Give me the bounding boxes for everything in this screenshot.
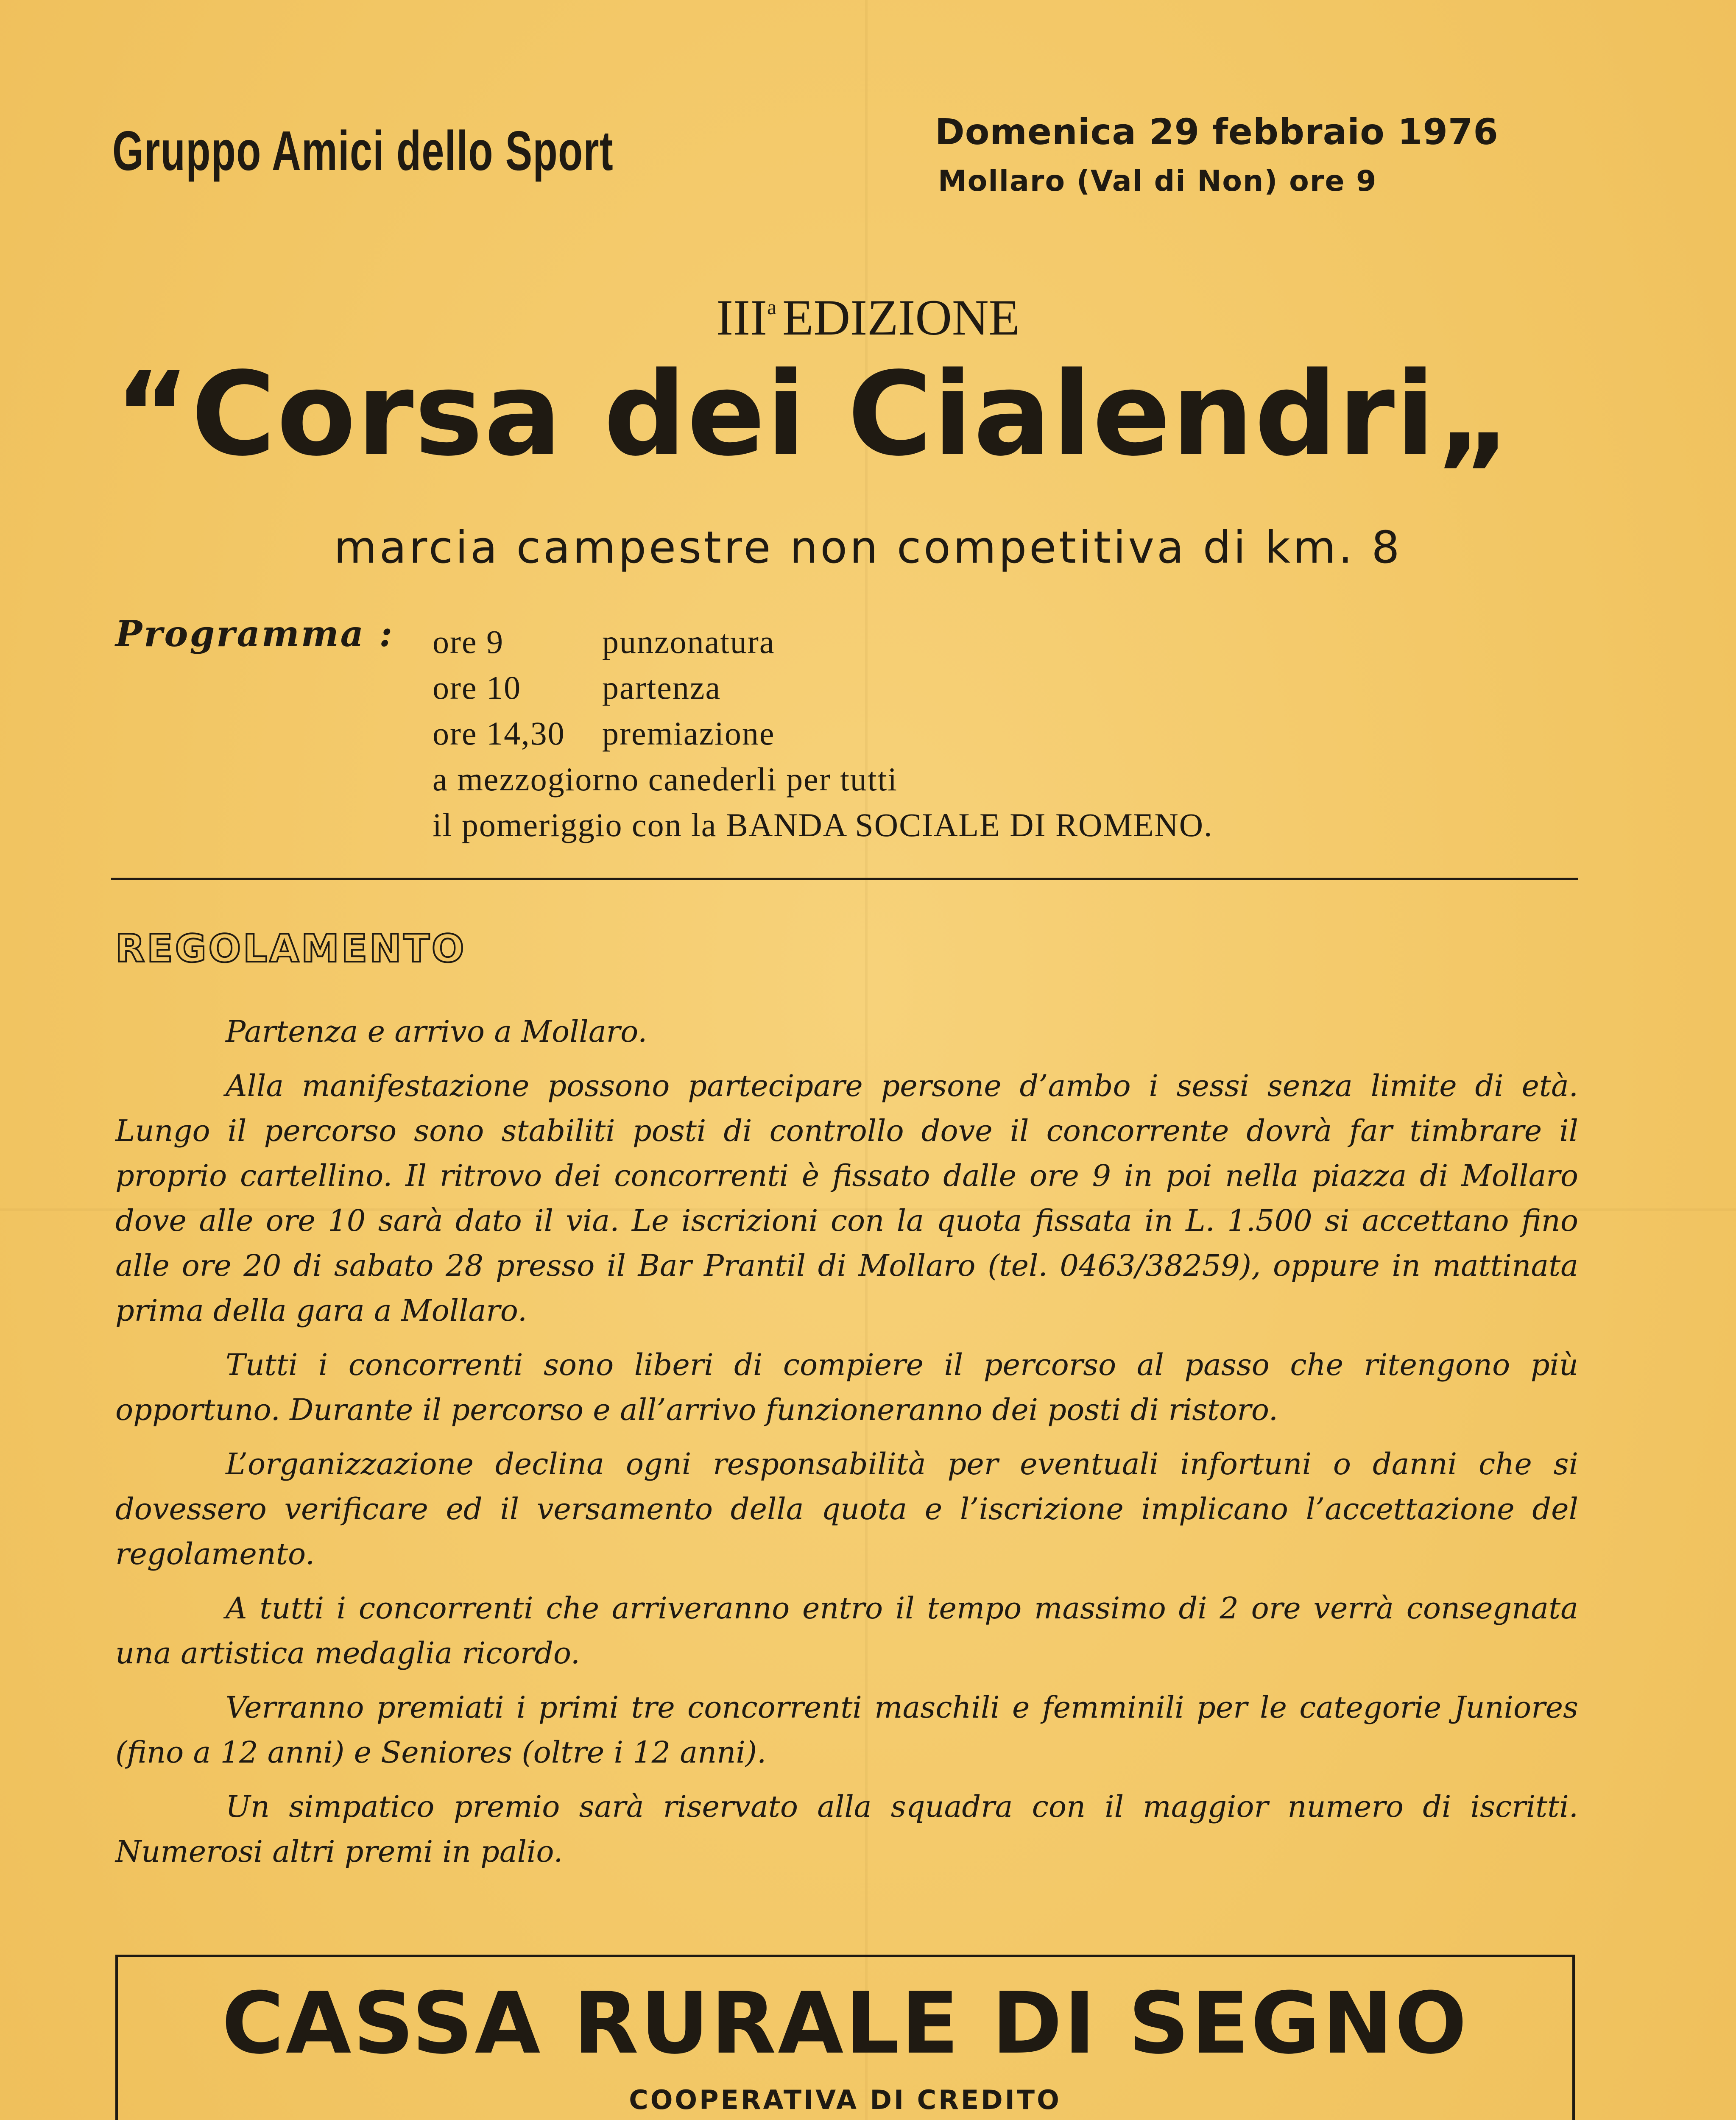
divider-rule (111, 878, 1578, 880)
rule-paragraph: A tutti i concorrenti che arriveranno entro il tempo massimo di 2 ore verrà consegnata una artistica medaglia ricordo. (115, 1591, 1578, 1671)
rule-paragraph: L’organizzazione declina ogni responsabilità per eventuali infortuni o danni che si dovessero verificare ed il versamento della quota e l’iscrizione implicano l’accettazione del regolamento. (115, 1447, 1578, 1571)
event-title: “Corsa dei Cialendri„ (114, 348, 1513, 482)
program-item (433, 711, 1213, 756)
program-text: premiazione (602, 715, 775, 752)
program-item (433, 665, 1213, 711)
program-time: ore 14,30 (433, 715, 565, 752)
rule-paragraph: Un simpatico premio sarà riservato alla squadra con il maggior numero di iscritti. Numerosi altri premi in palio. (115, 1789, 1578, 1869)
sponsor-name: CASSA RURALE DI SEGNO (221, 1974, 1469, 2073)
rule-paragraph: Partenza e arrivo a Mollaro. (226, 1014, 648, 1049)
program-text: partenza (602, 669, 721, 706)
edition-word: EDIZIONE (782, 289, 1020, 346)
rule-paragraph: Verranno premiati i primi tre concorrenti maschili e femminili per le categorie Juniores (fino a 12 anni) e Seniores (oltre i 12 anni). (115, 1690, 1578, 1770)
event-place-time: Mollaro (Val di Non) ore 9 (938, 165, 1377, 198)
rule-paragraph: Tutti i concorrenti sono liberi di compiere il percorso al passo che ritengono più opportuno. Durante il percorso e all’arrivo funzioneranno dei posti di ristoro. (115, 1347, 1578, 1427)
event-date: Domenica 29 febbraio 1976 (935, 111, 1499, 153)
program-extra: il pomeriggio con la BANDA SOCIALE DI ROMENO. (433, 806, 1213, 843)
regolamento-heading: REGOLAMENTO (115, 926, 466, 971)
program-list (433, 619, 1213, 848)
edition-numeral: III (716, 289, 767, 346)
program-label: Programma : (115, 613, 394, 655)
rule-paragraph: Alla manifestazione possono partecipare persone d’ambo i sessi senza limite di età. Lungo il percorso sono stabiliti posti di controllo dove il concorrente dovrà far timbrare il proprio cartellino. Il ritrovo dei concorrenti è fissato dalle ore 9 in poi nella piazza di Mollaro dove alle ore 10 sarà dato il via. Le iscrizioni con la quota fissata in L. 1.500 si accettano fino alle ore 20 di sabato 28 presso il Bar Prantil di Mollaro (tel. 0463/38259), oppure in mattinata prima della gara a Mollaro. (115, 1068, 1578, 1328)
program-extra: a mezzogiorno canederli per tutti (433, 761, 898, 798)
event-subtitle: marcia campestre non competitiva di km. 8 (334, 522, 1402, 573)
organizer-name: Gruppo Amici dello Sport (112, 120, 614, 182)
edition-superscript: a (767, 295, 777, 319)
program-text: punzonatura (602, 623, 775, 660)
program-time: ore 9 (433, 623, 504, 660)
program-time: ore 10 (433, 669, 522, 706)
regolamento-body (115, 1009, 1578, 1883)
sponsor-subtitle: COOPERATIVA DI CREDITO (629, 2084, 1061, 2115)
program-item (433, 619, 1213, 665)
sponsor-box (115, 1955, 1575, 2120)
edition-line (0, 288, 1736, 347)
